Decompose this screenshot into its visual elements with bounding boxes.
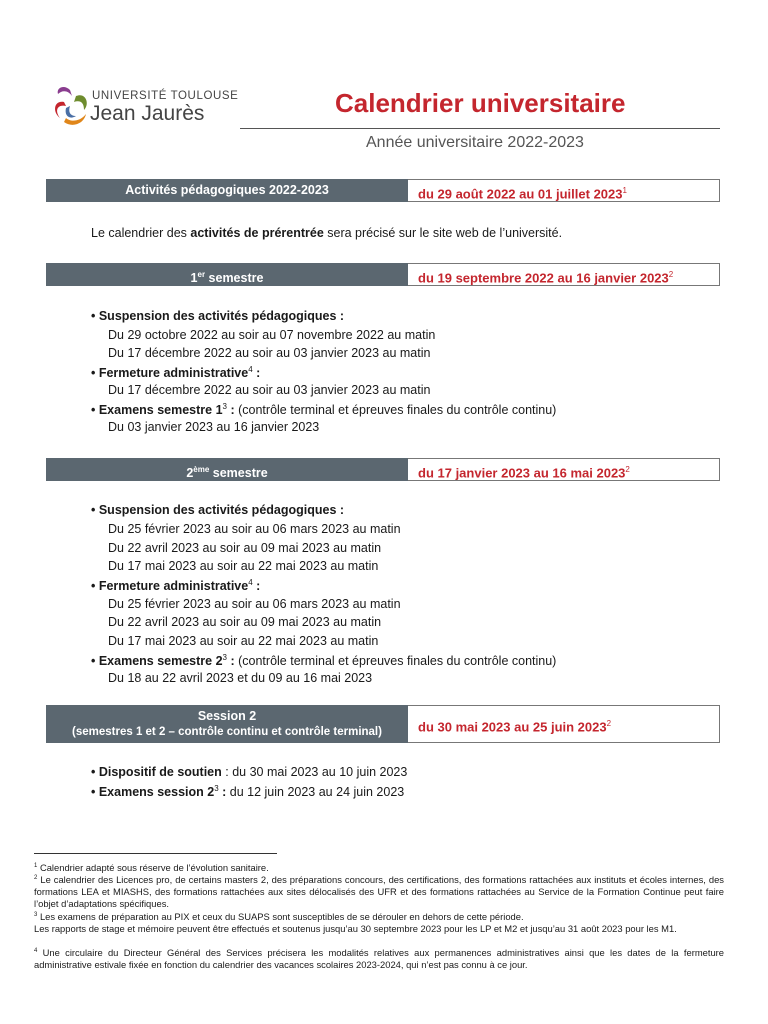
range-text: du 30 mai 2023 au 25 juin 2023 xyxy=(418,719,607,735)
session2-soutien xyxy=(91,765,407,779)
section-bar-s1 xyxy=(46,263,408,286)
footnote-number: 2 xyxy=(34,875,38,881)
logo-line-1: UNIVERSITÉ TOULOUSE xyxy=(92,90,239,102)
footnote-text: Les examens de préparation au PIX et ceux du SUAPS sont susceptibles de se dérouler en dehors de cette période. xyxy=(37,911,524,923)
label-part: 1 xyxy=(190,271,198,286)
section-label-detail: (semestres 1 et 2 – contrôle continu et contrôle terminal) xyxy=(72,726,382,738)
footnote-ref: 2 xyxy=(625,465,630,474)
footnote-number: 4 xyxy=(34,948,38,954)
s2-fermeture-title xyxy=(91,578,260,593)
heading-text: • Examens semestre 1 xyxy=(91,403,223,418)
footnote-number: 1 xyxy=(34,863,38,869)
heading-text: • Suspension des activités pédagogiques : xyxy=(91,503,345,517)
s1-suspension-item: Du 29 octobre 2022 au soir au 07 novembre 2022 au matin xyxy=(108,328,436,342)
section-label: Activités pédagogiques 2022-2023 xyxy=(125,183,329,197)
session2-examens xyxy=(91,784,404,799)
heading-text: • Examens semestre 2 xyxy=(91,654,223,669)
heading-colon: : xyxy=(252,579,261,594)
footnote-text: Une circulaire du Directeur Général des Services précisera les modalités relatives aux permanences administratives ainsi que les dates de la fermeture administrative estivale fixée en fonction du calendrier des vacances scolaires 2023-2024, qui n’est pas connu à ce jour. xyxy=(34,947,724,971)
label-part: 2 xyxy=(186,466,194,481)
s2-suspension-title xyxy=(91,503,344,517)
heading-text: • Fermeture administrative xyxy=(91,366,249,381)
s2-examens-title xyxy=(91,653,556,668)
footnote-3 xyxy=(34,909,724,935)
footnote-divider xyxy=(34,853,277,854)
footnote-4 xyxy=(34,945,724,971)
text-part: sera précisé sur le site web de l’université. xyxy=(323,226,563,240)
footnote-ref: 1 xyxy=(622,186,627,195)
label-part: semestre xyxy=(209,466,268,481)
label-sup: er xyxy=(197,270,206,279)
s2-examens-item: Du 18 au 22 avril 2023 et du 09 au 16 mai 2023 xyxy=(108,671,373,685)
heading-colon: : xyxy=(252,366,261,381)
logo-swirl-icon xyxy=(50,82,90,130)
heading-desc: : du 30 mai 2023 au 10 juin 2023 xyxy=(221,765,408,779)
s1-fermeture-title xyxy=(91,365,260,380)
section-range-session2 xyxy=(408,705,720,743)
heading-desc: du 12 juin 2023 au 24 juin 2023 xyxy=(226,785,405,800)
range-text: du 17 janvier 2023 au 16 mai 2023 xyxy=(418,465,626,481)
footnote-ref: 3 xyxy=(222,402,227,411)
heading-colon: : xyxy=(227,403,235,418)
heading-colon: : xyxy=(227,654,235,669)
text-bold: activités de prérentrée xyxy=(190,226,324,240)
s1-suspension-item: Du 17 décembre 2022 au soir au 03 janvier 2023 au matin xyxy=(108,346,431,360)
s2-suspension-item: Du 17 mai 2023 au soir au 22 mai 2023 au matin xyxy=(108,559,379,573)
section-label: Session 2 xyxy=(197,709,257,723)
label-part: semestre xyxy=(205,271,264,286)
section-bar-session2 xyxy=(46,705,408,743)
s1-examens-item: Du 03 janvier 2023 au 16 janvier 2023 xyxy=(108,420,320,434)
s2-fermeture-item: Du 17 mai 2023 au soir au 22 mai 2023 au matin xyxy=(108,634,379,648)
range-text: du 19 septembre 2022 au 16 janvier 2023 xyxy=(418,270,669,286)
footnote-ref: 3 xyxy=(214,784,219,793)
section-range-activites xyxy=(408,179,720,202)
heading-text: • Dispositif de soutien xyxy=(91,765,222,779)
footnote-text: Calendrier adapté sous réserve de l’évolution sanitaire. xyxy=(37,862,269,874)
footnote-ref: 2 xyxy=(606,719,612,728)
header-divider xyxy=(240,128,720,129)
s1-suspension-title xyxy=(91,309,344,323)
s1-fermeture-item: Du 17 décembre 2022 au soir au 03 janvier 2023 au matin xyxy=(108,383,431,397)
heading-desc: (contrôle terminal et épreuves finales du contrôle continu) xyxy=(234,403,557,418)
section-bar-s2 xyxy=(46,458,408,481)
university-logo xyxy=(50,82,250,132)
section-range-s1 xyxy=(408,263,720,286)
footnote-text: Les rapports de stage et mémoire peuvent être effectués et soutenus jusqu’au 30 septembre 2023 pour les LP et M2 et jusqu’au 31 août 2023 pour les M1. xyxy=(34,923,677,935)
footnote-ref: 4 xyxy=(248,365,253,374)
s2-fermeture-item: Du 25 février 2023 au soir au 06 mars 2023 au matin xyxy=(108,597,401,611)
section-range-s2 xyxy=(408,458,720,481)
footnote-ref: 4 xyxy=(248,578,253,587)
logo-line-2: Jean Jaurès xyxy=(90,102,205,125)
text-part: Le calendrier des xyxy=(91,226,191,240)
s1-examens-title xyxy=(91,402,556,417)
footnote-2 xyxy=(34,872,724,910)
heading-text: • Examens session 2 xyxy=(91,785,215,800)
footnote-text: Le calendrier des Licences pro, de certains masters 2, des préparations concours, des certifications, des formations rattachées aux instituts et écoles internes, des formations LEA et MIASHS, des formations rattachées aux sites délocalisés des UFR et des formations rattachées au Service de la Formation Continue peut faire l’objet d’adaptations spécifiques. xyxy=(34,874,724,910)
s2-suspension-item: Du 22 avril 2023 au soir au 09 mai 2023 au matin xyxy=(108,541,382,555)
section-bar-activites xyxy=(46,179,408,202)
footnote-number: 3 xyxy=(34,912,38,918)
label-sup: ème xyxy=(193,465,210,474)
heading-colon: : xyxy=(218,785,227,800)
range-text: du 29 août 2022 au 01 juillet 2023 xyxy=(418,186,623,202)
footnote-ref: 3 xyxy=(222,653,227,662)
heading-text: • Suspension des activités pédagogiques : xyxy=(91,309,345,323)
s2-fermeture-item: Du 22 avril 2023 au soir au 09 mai 2023 au matin xyxy=(108,615,382,629)
s2-suspension-item: Du 25 février 2023 au soir au 06 mars 2023 au matin xyxy=(108,522,401,536)
heading-desc: (contrôle terminal et épreuves finales du contrôle continu) xyxy=(234,654,557,669)
footnote-ref: 2 xyxy=(668,270,674,279)
heading-text: • Fermeture administrative xyxy=(91,579,249,594)
page-subtitle: Année universitaire 2022-2023 xyxy=(366,134,584,151)
prerentree-note xyxy=(91,226,562,240)
page-title: Calendrier universitaire xyxy=(335,88,626,118)
